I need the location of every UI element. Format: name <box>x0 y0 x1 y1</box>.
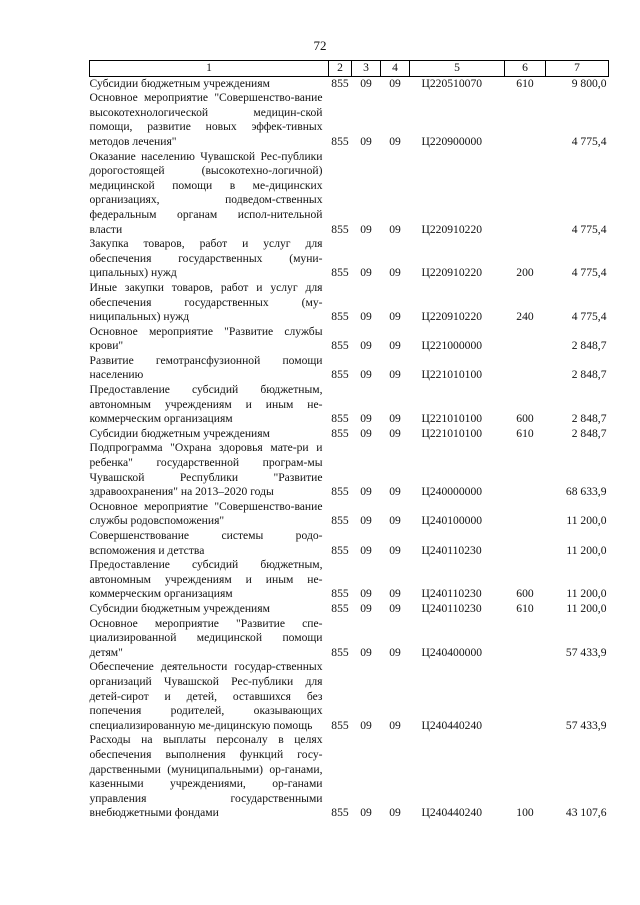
row-col6-cell: 200 <box>516 266 534 280</box>
table-row <box>90 500 609 529</box>
row-col2-cell: 855 <box>331 426 349 440</box>
column-header-5: 5 <box>410 61 505 77</box>
row-col3-cell: 09 <box>360 266 372 280</box>
row-col2-cell: 855 <box>331 587 349 601</box>
row-col5-cell: Ц220910220 <box>421 266 483 280</box>
row-col7-cell: 68 633,9 <box>565 485 607 499</box>
row-col3-cell: 09 <box>360 806 372 820</box>
row-col7-cell: 2 848,7 <box>571 339 607 353</box>
table-row <box>90 427 609 442</box>
table-row <box>90 660 609 733</box>
row-name-cell: Основное мероприятие "Совершенство-вание высокотехнологической медицин-ской помощи, развитие новых эффек-тивных методов лечения" <box>89 91 323 148</box>
row-col4-cell: 09 <box>389 718 401 732</box>
row-col5-cell: Ц221000000 <box>421 339 483 353</box>
row-col7-cell: 9 800,0 <box>571 76 607 90</box>
row-col3-cell: 09 <box>360 134 372 148</box>
row-name-cell: Основное мероприятие "Совершенство-вание службы родовспоможения" <box>89 499 323 528</box>
column-header-1: 1 <box>90 61 329 77</box>
row-name-cell: Совершенствование системы родо-вспоможения и детства <box>89 529 323 557</box>
row-col4-cell: 09 <box>389 543 401 557</box>
row-col5-cell: Ц221010100 <box>421 412 483 426</box>
row-col2-cell: 855 <box>331 222 349 236</box>
row-col6-cell: 610 <box>516 601 534 615</box>
row-col6-cell: 610 <box>516 426 534 440</box>
row-col7-cell: 2 848,7 <box>571 368 607 382</box>
row-col6-cell <box>505 325 546 354</box>
row-col5-cell: Ц240100000 <box>421 514 483 528</box>
row-col2-cell: 855 <box>331 543 349 557</box>
row-name-cell: Обеспечение деятельности государ-ственных организаций Чувашской Рес-публики для детей-сирот и детей, оставшихся без попечения родителей, оказывающих специализированную ме-дицинскую помощь <box>89 660 323 732</box>
page-number: 72 <box>313 38 327 53</box>
row-col6-cell: 240 <box>516 310 534 324</box>
row-col6-cell: 600 <box>516 587 534 601</box>
row-col6-cell <box>505 354 546 383</box>
row-col3-cell: 09 <box>360 645 372 659</box>
row-col2-cell: 855 <box>331 806 349 820</box>
table-row <box>90 91 609 149</box>
row-col2-cell: 855 <box>331 310 349 324</box>
row-col6-cell: 600 <box>516 412 534 426</box>
row-name-cell: Предоставление субсидий бюджетным, автономным учреждениям и иным не-коммерческим организациям <box>89 558 323 601</box>
row-col7-cell: 4 775,4 <box>571 134 607 148</box>
row-col5-cell: Ц220900000 <box>421 134 483 148</box>
row-col4-cell: 09 <box>389 514 401 528</box>
row-col2-cell: 855 <box>331 76 349 90</box>
row-name-cell: Развитие гемотрансфузионной помощи населению <box>89 353 323 382</box>
row-col6-cell: 610 <box>516 76 534 90</box>
row-col3-cell: 09 <box>360 485 372 499</box>
row-col4-cell: 09 <box>389 134 401 148</box>
row-name-cell: Основное мероприятие "Развитие службы крови" <box>89 324 323 353</box>
row-col2-cell: 855 <box>331 368 349 382</box>
column-header-2: 2 <box>329 61 352 77</box>
row-name-cell: Предоставление субсидий бюджетным, автономным учреждениям и иным не-коммерческим организациям <box>89 383 323 426</box>
row-col7-cell: 2 848,7 <box>571 412 607 426</box>
row-col3-cell: 09 <box>360 718 372 732</box>
row-col5-cell: Ц240440240 <box>421 806 483 820</box>
row-col5-cell: Ц240110230 <box>421 543 482 557</box>
table-row <box>90 150 609 238</box>
row-col5-cell: Ц220910220 <box>421 222 483 236</box>
table-row <box>90 237 609 281</box>
row-col3-cell: 09 <box>360 339 372 353</box>
row-col4-cell: 09 <box>389 601 401 615</box>
row-col6-cell: 100 <box>516 806 534 820</box>
row-name-cell: Субсидии бюджетным учреждениям <box>89 76 270 90</box>
column-header-7: 7 <box>546 61 609 77</box>
row-name-cell: Субсидии бюджетным учреждениям <box>89 601 270 615</box>
row-col4-cell: 09 <box>389 426 401 440</box>
table-row <box>90 617 609 661</box>
row-name-cell: Подпрограмма "Охрана здоровья мате-ри и ребенка" государственной програм-мы Чувашской Республики "Развитие здравоохранения" на 2013–2020 годы <box>89 441 323 499</box>
row-col3-cell: 09 <box>360 222 372 236</box>
row-name-cell: Закупка товаров, работ и услуг для обеспечения государственных (муни-ципальных) нужд <box>89 237 323 280</box>
row-col5-cell: Ц240110230 <box>421 587 482 601</box>
row-col4-cell: 09 <box>389 222 401 236</box>
row-name-cell: Расходы на выплаты персоналу в целях обеспечения выполнения функций госу-дарственными (муниципальными) ор-ганами, казенными учреждениями, ор-ганами управления государственными внебюджетными фондами <box>89 733 323 820</box>
row-col5-cell: Ц240440240 <box>421 718 483 732</box>
row-col5-cell: Ц240110230 <box>421 601 482 615</box>
row-col5-cell: Ц220910220 <box>421 310 483 324</box>
row-col4-cell: 09 <box>389 310 401 324</box>
row-col2-cell: 855 <box>331 485 349 499</box>
row-col4-cell: 09 <box>389 266 401 280</box>
row-col3-cell: 09 <box>360 76 372 90</box>
table-row <box>90 354 609 383</box>
row-col7-cell: 4 775,4 <box>571 310 607 324</box>
row-col2-cell: 855 <box>331 412 349 426</box>
table-header-row <box>90 61 609 77</box>
row-col7-cell: 11 200,0 <box>566 587 607 601</box>
row-col4-cell: 09 <box>389 645 401 659</box>
row-col7-cell: 2 848,7 <box>571 426 607 440</box>
row-col2-cell: 855 <box>331 645 349 659</box>
row-col7-cell: 4 775,4 <box>571 266 607 280</box>
row-col2-cell: 855 <box>331 601 349 615</box>
row-col7-cell: 4 775,4 <box>571 222 607 236</box>
row-col5-cell: Ц240000000 <box>421 485 483 499</box>
table-row <box>90 76 609 91</box>
row-col5-cell: Ц220510070 <box>421 76 483 90</box>
row-col6-cell <box>505 441 546 499</box>
row-col4-cell: 09 <box>389 485 401 499</box>
row-col6-cell <box>505 617 546 661</box>
table-row <box>90 325 609 354</box>
row-col2-cell: 855 <box>331 134 349 148</box>
row-name-cell: Основное мероприятие "Развитие спе-циализированной медицинской помощи детям" <box>89 616 323 659</box>
table-row <box>90 281 609 325</box>
table-row <box>90 383 609 427</box>
budget-table <box>89 60 609 821</box>
row-col6-cell <box>505 529 546 558</box>
row-col2-cell: 855 <box>331 718 349 732</box>
table-body <box>90 76 609 821</box>
row-col7-cell: 43 107,6 <box>565 806 607 820</box>
table-row <box>90 558 609 602</box>
column-header-6: 6 <box>505 61 546 77</box>
row-col7-cell: 11 200,0 <box>566 601 607 615</box>
row-col4-cell: 09 <box>389 587 401 601</box>
row-col4-cell: 09 <box>389 339 401 353</box>
row-col3-cell: 09 <box>360 412 372 426</box>
row-col6-cell <box>505 150 546 238</box>
row-col2-cell: 855 <box>331 339 349 353</box>
row-col7-cell: 57 433,9 <box>565 718 607 732</box>
row-name-cell: Иные закупки товаров, работ и услуг для обеспечения государственных (му-ниципальных) нужд <box>89 280 323 324</box>
table-row <box>90 602 609 617</box>
row-col2-cell: 855 <box>331 514 349 528</box>
row-col5-cell: Ц221010100 <box>421 426 483 440</box>
row-col3-cell: 09 <box>360 426 372 440</box>
table-row <box>90 441 609 499</box>
row-col6-cell <box>505 500 546 529</box>
row-col6-cell <box>505 91 546 149</box>
row-col7-cell: 11 200,0 <box>566 514 607 528</box>
row-col3-cell: 09 <box>360 310 372 324</box>
row-col4-cell: 09 <box>389 412 401 426</box>
row-col5-cell: Ц221010100 <box>421 368 483 382</box>
row-col2-cell: 855 <box>331 266 349 280</box>
column-header-3: 3 <box>352 61 381 77</box>
row-col4-cell: 09 <box>389 368 401 382</box>
table-row <box>90 529 609 558</box>
row-col3-cell: 09 <box>360 543 372 557</box>
table-row <box>90 733 609 821</box>
row-col3-cell: 09 <box>360 587 372 601</box>
row-col6-cell <box>505 660 546 733</box>
row-col5-cell: Ц240400000 <box>421 645 483 659</box>
row-col3-cell: 09 <box>360 514 372 528</box>
row-col4-cell: 09 <box>389 806 401 820</box>
row-col3-cell: 09 <box>360 601 372 615</box>
row-col7-cell: 57 433,9 <box>565 645 607 659</box>
row-name-cell: Оказание населению Чувашской Рес-публики дорогостоящей (высокотехно-логичной) медицинской помощи в ме-дицинских организациях, подведом-ственных федеральным органам испол-нительной власти <box>89 149 323 236</box>
row-col7-cell: 11 200,0 <box>566 543 607 557</box>
row-col3-cell: 09 <box>360 368 372 382</box>
column-header-4: 4 <box>381 61 410 77</box>
row-col4-cell: 09 <box>389 76 401 90</box>
row-name-cell: Субсидии бюджетным учреждениям <box>89 426 270 440</box>
